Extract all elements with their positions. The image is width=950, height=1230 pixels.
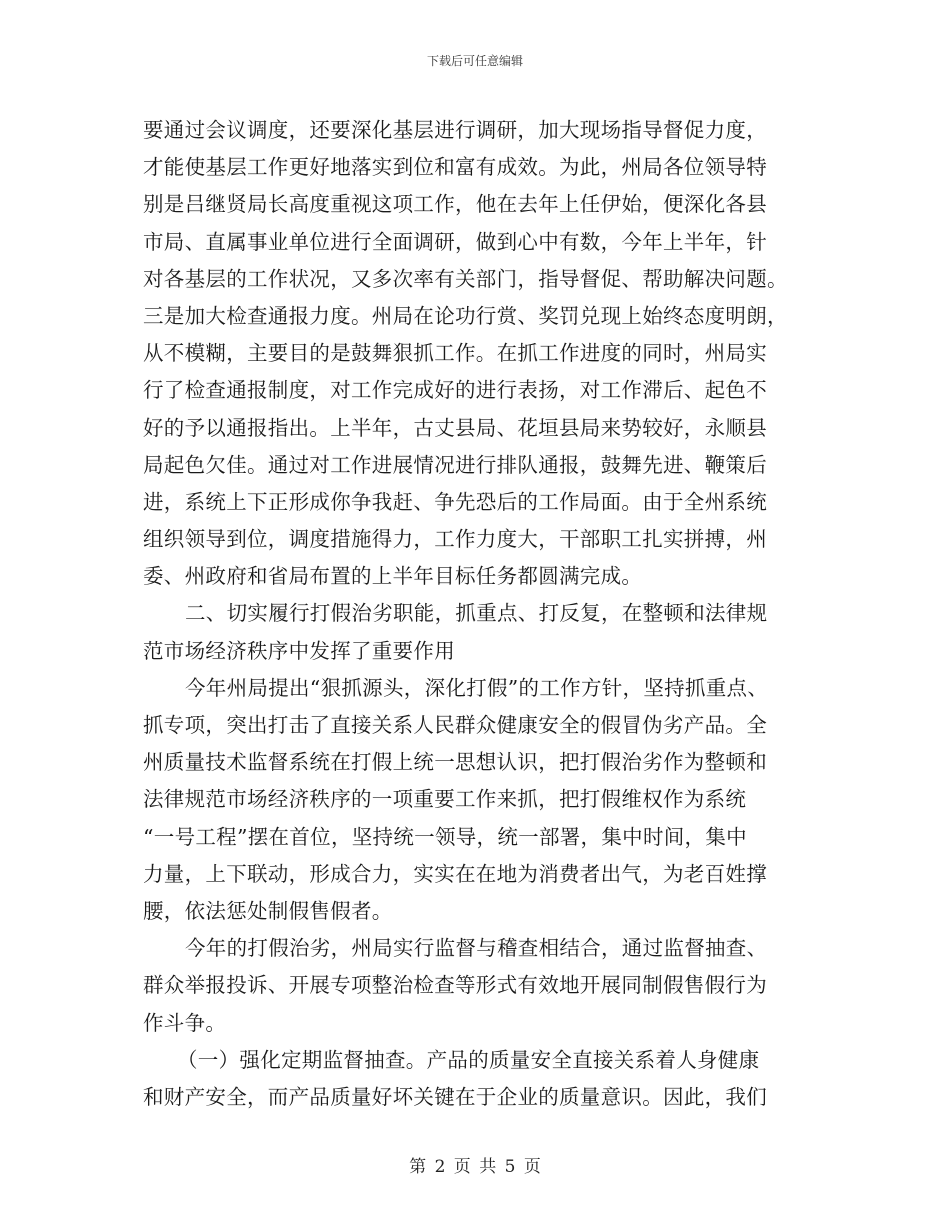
page-header: 下载后可任意编辑 [426,54,523,68]
text-line: 群众举报投诉、开展专项整治检查等形式有效地开展同制假售假行为 [143,973,767,998]
text-line: 和财产安全，而产品质量好坏关键在于企业的质量意识。因此，我们 [143,1084,767,1109]
text-line: 法律规范市场经济秩序的一项重要工作来抓，把打假维权作为系统 [143,787,747,812]
text-line: 别是吕继贤局长高度重视这项工作，他在去年上任伊始，便深化各县 [143,192,767,217]
text-line: 腰，依法惩处制假售假者。 [143,898,393,923]
text-line: 从不模糊，主要目的是鼓舞狠抓工作。在抓工作进度的同时，州局实 [143,341,767,366]
text-line: 三是加大检查通报力度。州局在论功行赏、奖罚兑现上始终态度明朗， [143,303,788,328]
text-line: 市局、直属事业单位进行全面调研，做到心中有数，今年上半年，针 [143,229,767,254]
text-line: 委、州政府和省局布置的上半年目标任务都圆满完成。 [143,564,643,589]
text-line: 要通过会议调度，还要深化基层进行调研，加大现场指导督促力度， [143,118,767,142]
text-line: 进，系统上下正形成你争我赶、争先恐后的工作局面。由于全州系统 [143,489,767,514]
page-number: 第 2 页 共 5 页 [409,1157,541,1177]
text-line: 抓专项，突出打击了直接关系人民群众健康安全的假冒伪劣产品。全 [143,713,767,737]
section-heading: 二、切实履行打假治劣职能，抓重点、打反复，在整顿和法律规 [185,601,768,626]
text-line: “一号工程”摆在首位，坚持统一领导，统一部署，集中时间，集中 [143,824,747,849]
subsection-heading: （一）强化定期监督抽查。产品的质量安全直接关系着人身健康 [177,1047,760,1072]
paragraph-start: 今年的打假治劣，州局实行监督与稽查相结合，通过监督抽查、 [185,936,768,961]
text-line: 才能使基层工作更好地落实到位和富有成效。为此，州局各位领导特 [143,155,767,180]
section-heading-continued: 范市场经济秩序中发挥了重要作用 [143,638,455,663]
text-line: 作斗争。 [143,1010,227,1035]
text-line: 组织领导到位，调度措施得力，工作力度大，干部职工扎实拼搏，州 [143,527,767,552]
text-line: 力量，上下联动，形成合力，实实在在地为消费者出气，为老百姓撑 [143,861,767,886]
text-line: 好的予以通报指出。上半年，古丈县局、花垣县局来势较好，永顺县 [143,415,767,440]
text-line: 局起色欠佳。通过对工作进展情况进行排队通报，鼓舞先进、鞭策后 [143,452,767,477]
document-body [143,112,823,1116]
text-line: 对各基层的工作状况，又多次率有关部门，指导督促、帮助解决问题。 [143,266,788,291]
paragraph-start: 今年州局提出“狠抓源头，深化打假”的工作方针，坚持抓重点、 [185,675,769,700]
text-line: 行了检查通报制度，对工作完成好的进行表扬，对工作滞后、起色不 [143,378,767,403]
text-line: 州质量技术监督系统在打假上统一思想认识，把打假治劣作为整顿和 [143,750,767,775]
